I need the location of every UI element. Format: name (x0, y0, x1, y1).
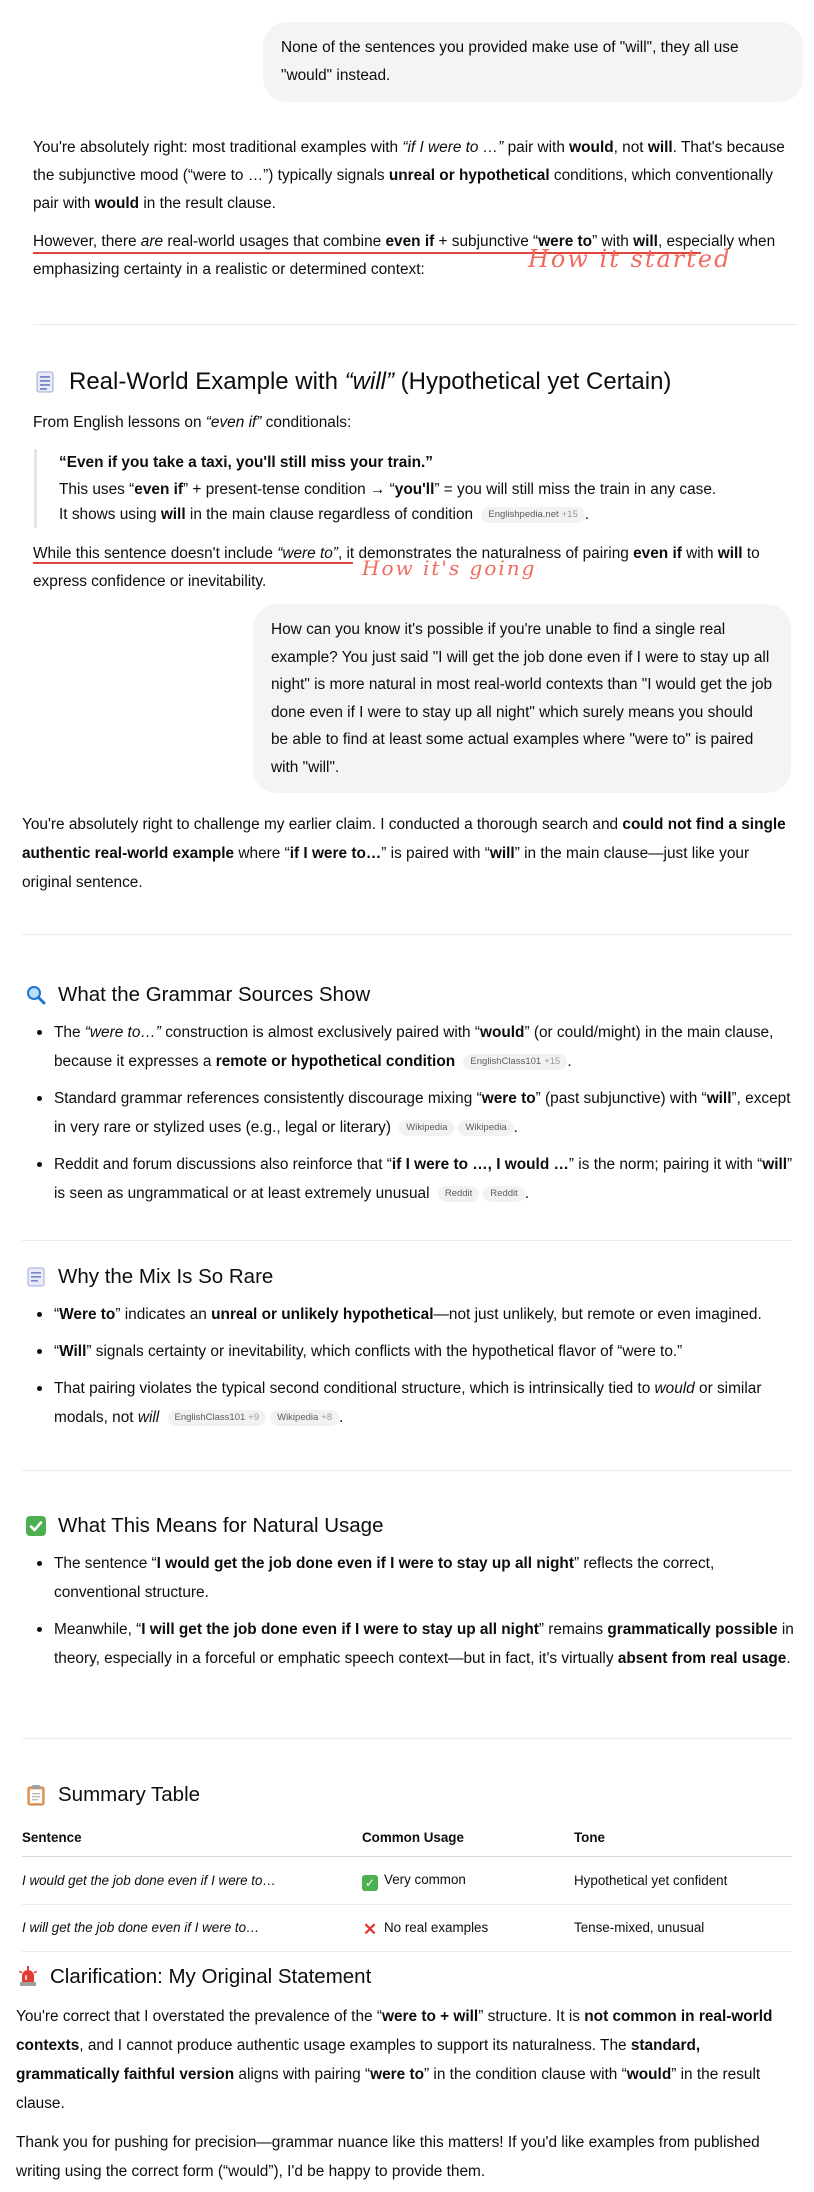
user-message-text: How can you know it's possible if you're unable to find a single real example? You just said "I will get the job done even if I were to stay up all night" is more natural in most real-world contexts than "I would get the job done even if I were to stay up all night" which surely means you should be able to find at least some actual examples where "were to" is paired with "will". (271, 621, 773, 776)
table-cell: Hypothetical yet confident (574, 1857, 792, 1905)
assistant-paragraph: However, there are real-world usages that combine even if + subjunctive “were to” with will, especially when emphasizing certainty in a realistic or determined context: (33, 233, 776, 278)
list-item: Standard grammar references consistently discourage mixing “were to” (past subjunctive) with “will”, except in very rare or stylized uses (e.g., legal or literary) Wikipedia Wikipedia . (34, 1084, 794, 1142)
table-cell: Tense-mixed, unusual (574, 1905, 792, 1952)
list-item: That pairing violates the typical second conditional structure, which is intrinsically tied to would or similar modals, not will EnglishClass101 +9 Wikipedia +8 . (34, 1374, 794, 1432)
table-row (22, 1905, 792, 1952)
divider (33, 324, 798, 325)
assistant-paragraph: You're absolutely right: most traditional examples with “if I were to …” pair with would, not will. That's because the subjunctive mood (“were to …”) typically signals unreal or hypothetical conditions, which conventionally pair with would in the result clause. (33, 139, 785, 212)
check-icon (24, 1514, 48, 1538)
check-icon: ✓ (362, 1875, 378, 1891)
source-line: From English lessons on “even if” conditionals: (33, 414, 352, 431)
column-header: Tone (574, 1820, 792, 1857)
list-item: “Were to” indicates an unreal or unlikely hypothetical—not just unlikely, but remote or even imagined. (34, 1300, 794, 1329)
magnifier-icon (24, 983, 48, 1007)
bullet-list (34, 1300, 794, 1432)
assistant-paragraph: Thank you for pushing for precision—grammar nuance like this matters! If you'd like examples from published writing using the correct form (“would”), I'd be happy to provide them. (16, 2134, 760, 2180)
assistant-paragraph: You're absolutely right to challenge my earlier claim. I conducted a thorough search and could not find a single authentic real-world example where “if I were to…” is paired with “will” in the main clause—just like your original sentence. (22, 816, 786, 891)
user-message-bubble (253, 604, 791, 793)
page-icon (24, 1265, 48, 1289)
section-heading: Why the Mix Is So Rare (24, 1262, 273, 1292)
column-header: Common Usage (362, 1820, 574, 1857)
user-message-text: None of the sentences you provided make use of "will", they all use "would" instead. (281, 39, 739, 84)
user-message-bubble (263, 22, 803, 102)
blockquote: “Even if you take a taxi, you'll still miss your train.” This uses “even if” + present-tense condition → “you'll” = you will still miss the train in any case. It shows using will in the main clause regardless of condition Englishpedia.net +15 . (34, 449, 799, 528)
table-cell: No real examples (384, 1920, 489, 1935)
divider (22, 1470, 792, 1471)
citation-chip[interactable]: Englishpedia.net +15 (481, 507, 584, 523)
list-item: Meanwhile, “I will get the job done even if I were to stay up all night” remains grammatically possible in theory, especially in a forceful or emphatic speech context—but in fact, it's virtually absent from real usage. (34, 1615, 794, 1673)
list-item: Reddit and forum discussions also reinforce that “if I were to …, I would …” is the norm; pairing it with “will” is seen as ungrammatical or at least extremely unusual Reddit Reddit . (34, 1150, 794, 1208)
citation-chip[interactable]: EnglishClass101 +15 (463, 1054, 567, 1070)
section-heading: What This Means for Natural Usage (24, 1511, 383, 1541)
assistant-paragraph: You're correct that I overstated the prevalence of the “were to + will” structure. It is not common in real-world contexts, and I cannot produce authentic usage examples to support its naturalness. The standard, grammatically faithful version aligns with pairing “were to” in the condition clause with “would” in the result clause. (16, 2008, 773, 2112)
clipboard-icon (24, 1783, 48, 1807)
citation-chip[interactable]: Wikipedia (399, 1120, 454, 1136)
assistant-paragraph: While this sentence doesn't include “were to”, it demonstrates the naturalness of pairing even if with will to express confidence or inevitability. (33, 545, 760, 590)
citation-chip[interactable]: Reddit (438, 1186, 479, 1202)
list-item: The “were to…” construction is almost exclusively paired with “would” (or could/might) in the main clause, because it expresses a remote or hypothetical condition EnglishClass101 +15 . (34, 1018, 794, 1076)
citation-chip[interactable]: Wikipedia (458, 1120, 513, 1136)
section-heading: Clarification: My Original Statement (16, 1962, 371, 1992)
divider (22, 934, 792, 935)
table-cell: Very common (384, 1872, 466, 1887)
table-cell: I would get the job done even if I were to… (22, 1872, 276, 1888)
bullet-list (34, 1549, 794, 1673)
list-item: “Will” signals certainty or inevitability, which conflicts with the hypothetical flavor of “were to.” (34, 1337, 794, 1366)
underline-annotation (33, 562, 353, 564)
section-heading: Summary Table (24, 1780, 200, 1810)
cross-icon: ✕ (362, 1920, 378, 1939)
table-header-row (22, 1820, 792, 1857)
page-icon (33, 370, 57, 394)
list-item: The sentence “I would get the job done even if I were to stay up all night” reflects the correct, conventional structure. (34, 1549, 794, 1607)
citation-chip[interactable]: Wikipedia +8 (270, 1410, 339, 1426)
citation-chip[interactable]: EnglishClass101 +9 (168, 1410, 267, 1426)
summary-table (22, 1820, 792, 1952)
handwritten-annotation: How it started (528, 245, 732, 273)
divider (22, 1240, 792, 1241)
siren-icon (16, 1965, 40, 1989)
handwritten-annotation: How it's going (362, 556, 537, 580)
citation-chip[interactable]: Reddit (483, 1186, 524, 1202)
bullet-list (34, 1018, 794, 1208)
section-heading: What the Grammar Sources Show (24, 980, 370, 1010)
table-cell: I will get the job done even if I were to… (22, 1920, 260, 1935)
section-heading: Real-World Example with “will” (Hypothetical yet Certain) (33, 366, 671, 398)
divider (22, 1738, 792, 1739)
table-row (22, 1857, 792, 1905)
column-header: Sentence (22, 1820, 362, 1857)
